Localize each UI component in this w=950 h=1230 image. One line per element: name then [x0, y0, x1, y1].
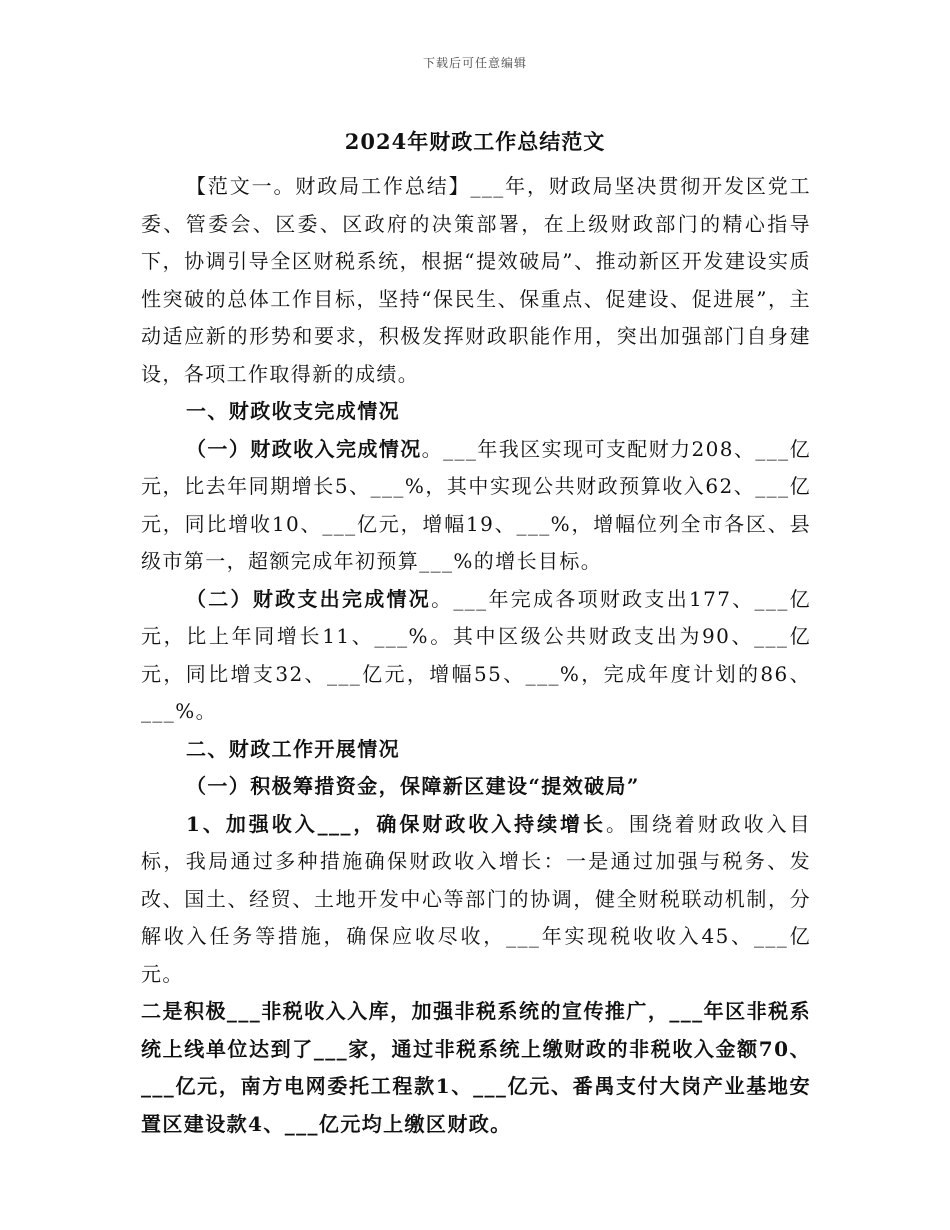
section-2-paragraph-1 [141, 806, 811, 994]
section-1-paragraph-2-lead: （二）财政支出完成情况 [186, 586, 432, 611]
section-2-paragraph-1-body: 。围绕着财政收入目标，我局通过多种措施确保财政收入增长：一是通过加强与税务、发改、国土、经贸、土地开发中心等部门的协调，健全财税联动机制，分解收入任务等措施，确保应收尽收，___年实现税收收入45、___亿元。 [141, 811, 811, 986]
section-1-paragraph-1 [141, 431, 811, 581]
section-2-heading: 二、财政工作开展情况 [186, 736, 400, 761]
section-1-paragraph-2-body: 。___年完成各项财政支出177、___亿元，比上年同增长11、___%。其中区级公共财政支出为90、___亿元，同比增支32、___亿元，增幅55、___%，完成年度计划的86、___%。 [141, 586, 811, 723]
section-1-paragraph-2 [141, 581, 811, 731]
section-1-paragraph-1-lead: （一）财政收入完成情况 [186, 436, 422, 461]
section-2-paragraph-2: 二是积极___非税收入入库，加强非税系统的宣传推广，___年区非税系统上线单位达到了___家，通过非税系统上缴财政的非税收入金额70、___亿元，南方电网委托工程款1、___亿元、番禺支付大岗产业基地安置区建设款4、___亿元均上缴区财政。 [141, 999, 811, 1136]
intro-paragraph: 【范文一。财政局工作总结】___年，财政局坚决贯彻开发区党工委、管委会、区委、区政府的决策部署，在上级财政部门的精心指导下，协调引导全区财税系统，根据“提效破局”、推动新区开发建设实质性突破的总体工作目标，坚持“保民生、保重点、促建设、促进展”，主动适应新的形势和要求，积极发挥财政职能作用，突出加强部门自身建设，各项工作取得新的成绩。 [141, 174, 811, 386]
section-2-subheading-1: （一）积极筹措资金，保障新区建设“提效破局” [186, 774, 640, 798]
page-header: 下载后可任意编辑 [422, 56, 527, 70]
section-1-paragraph-1-body: 。___年我区实现可支配财力208、___亿元，比去年同期增长5、___%，其中实现公共财政预算收入62、___亿元，同比增收10、___亿元，增幅19、___%，增幅位列全市各区、县级市第一，超额完成年初预算___%的增长目标。 [141, 436, 811, 573]
document-body [141, 168, 811, 1143]
section-1-heading: 一、财政收支完成情况 [186, 399, 400, 423]
section-2-paragraph-1-lead: 1、加强收入___，确保财政收入持续增长 [186, 811, 606, 836]
document-title: 2024年财政工作总结范文 [344, 129, 606, 154]
